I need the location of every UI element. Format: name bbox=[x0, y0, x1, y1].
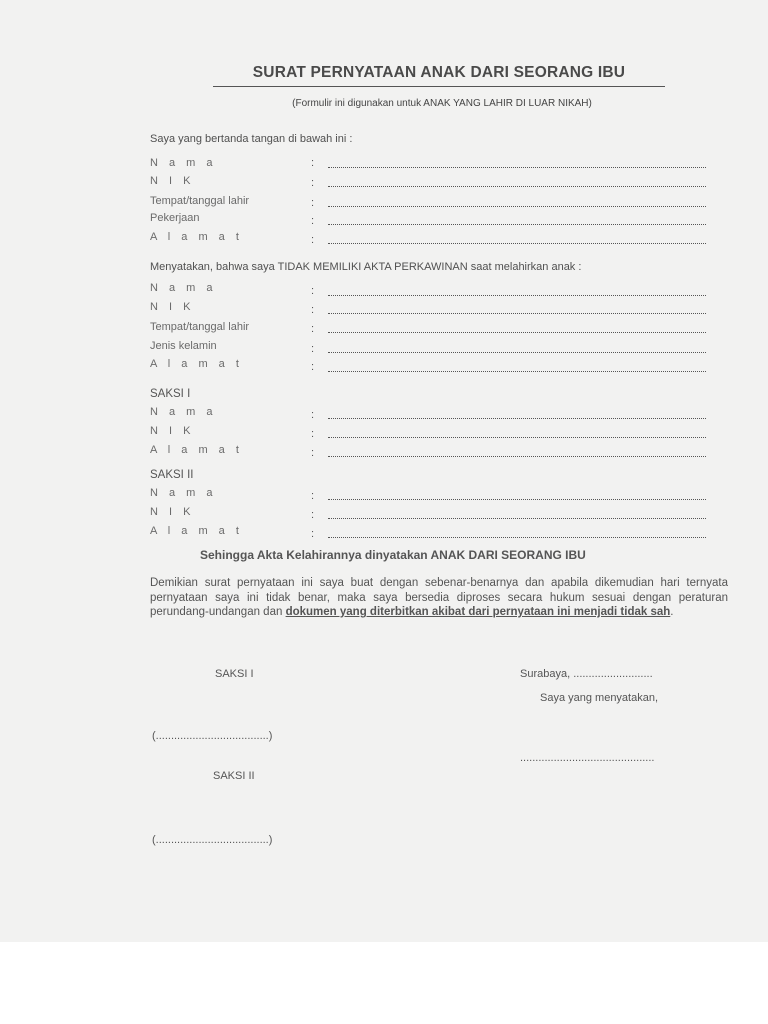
s1-ttl-field[interactable] bbox=[328, 206, 706, 207]
saksi2-heading: SAKSI II bbox=[150, 469, 194, 481]
sig-declarant-line[interactable]: ............................................ bbox=[520, 752, 655, 764]
saksi2-address-colon: : bbox=[311, 528, 315, 540]
s2-address-colon: : bbox=[311, 361, 315, 373]
s1-name-label: N a m a bbox=[150, 157, 217, 169]
sig-saksi1-bracket[interactable]: (.....................................) bbox=[152, 730, 273, 742]
s1-job-colon: : bbox=[311, 215, 315, 227]
document-subtitle: (Formulir ini digunakan untuk ANAK YANG LAHIR DI LUAR NIKAH) bbox=[292, 98, 592, 109]
s2-nik-label: N I K bbox=[150, 301, 195, 313]
s1-job-field[interactable] bbox=[328, 224, 706, 225]
saksi1-address-label: A l a m a t bbox=[150, 444, 243, 456]
s2-gender-label: Jenis kelamin bbox=[150, 340, 217, 352]
saksi1-nik-label: N I K bbox=[150, 425, 195, 437]
saksi2-nik-label: N I K bbox=[150, 506, 195, 518]
saksi1-nik-field[interactable] bbox=[328, 437, 706, 438]
s2-nik-field[interactable] bbox=[328, 313, 706, 314]
statement-text: Menyatakan, bahwa saya TIDAK MEMILIKI AKTA PERKAWINAN saat melahirkan anak : bbox=[150, 261, 582, 273]
s1-job-label: Pekerjaan bbox=[150, 212, 200, 224]
saksi1-name-colon: : bbox=[311, 409, 315, 421]
document-title: SURAT PERNYATAAN ANAK DARI SEORANG IBU bbox=[213, 64, 665, 87]
closing-underlined-text: dokumen yang diterbitkan akibat dari pernyataan ini menjadi tidak sah bbox=[285, 606, 671, 618]
saksi1-nik-colon: : bbox=[311, 428, 315, 440]
s2-name-field[interactable] bbox=[328, 295, 706, 296]
s2-gender-field[interactable] bbox=[328, 352, 706, 353]
sig-saksi2-label: SAKSI II bbox=[213, 770, 255, 782]
s1-ttl-colon: : bbox=[311, 197, 315, 209]
s1-nik-colon: : bbox=[311, 177, 315, 189]
s1-ttl-label: Tempat/tanggal lahir bbox=[150, 195, 250, 207]
saksi1-address-colon: : bbox=[311, 447, 315, 459]
closing-end: . bbox=[670, 606, 674, 618]
s1-address-label: A l a m a t bbox=[150, 231, 243, 243]
saksi1-address-field[interactable] bbox=[328, 456, 706, 457]
s2-address-label: A l a m a t bbox=[150, 358, 243, 370]
s1-nik-field[interactable] bbox=[328, 186, 706, 187]
closing-text: Demikian surat pernyataan ini saya buat dengan sebenar-benarnya dan apabila dikemudian hari ternyata pernyataan saya ini tidak benar, maka saya bersedia diproses secara hukum sesuai dengan peraturan perundang-undangan dan bbox=[150, 577, 728, 618]
s2-nik-colon: : bbox=[311, 304, 315, 316]
s1-nik-label: N I K bbox=[150, 175, 195, 187]
sig-saksi1-label: SAKSI I bbox=[215, 668, 254, 680]
closing-paragraph bbox=[150, 576, 728, 620]
conclusion-text: Sehingga Akta Kelahirannya dinyatakan ANAK DARI SEORANG IBU bbox=[200, 548, 586, 562]
s1-name-field[interactable] bbox=[328, 167, 706, 168]
s2-ttl-colon: : bbox=[311, 323, 315, 335]
s1-address-field[interactable] bbox=[328, 243, 706, 244]
saksi1-heading: SAKSI I bbox=[150, 388, 191, 400]
saksi2-name-colon: : bbox=[311, 490, 315, 502]
s2-ttl-field[interactable] bbox=[328, 332, 706, 333]
saksi1-name-label: N a m a bbox=[150, 406, 217, 418]
s2-gender-colon: : bbox=[311, 343, 315, 355]
sig-saksi2-bracket[interactable]: (.....................................) bbox=[152, 834, 273, 846]
saksi2-nik-colon: : bbox=[311, 509, 315, 521]
saksi2-nik-field[interactable] bbox=[328, 518, 706, 519]
sig-declarant-label: Saya yang menyatakan, bbox=[540, 692, 659, 704]
saksi2-address-label: A l a m a t bbox=[150, 525, 243, 537]
s2-name-colon: : bbox=[311, 285, 315, 297]
sig-city-date[interactable]: Surabaya, .......................... bbox=[520, 668, 653, 680]
intro-text: Saya yang bertanda tangan di bawah ini : bbox=[150, 133, 353, 145]
s1-name-colon: : bbox=[311, 157, 315, 169]
s2-address-field[interactable] bbox=[328, 371, 706, 372]
saksi2-name-label: N a m a bbox=[150, 487, 217, 499]
saksi1-name-field[interactable] bbox=[328, 418, 706, 419]
saksi2-name-field[interactable] bbox=[328, 499, 706, 500]
saksi2-address-field[interactable] bbox=[328, 537, 706, 538]
s2-name-label: N a m a bbox=[150, 282, 217, 294]
s2-ttl-label: Tempat/tanggal lahir bbox=[150, 321, 250, 333]
s1-address-colon: : bbox=[311, 234, 315, 246]
